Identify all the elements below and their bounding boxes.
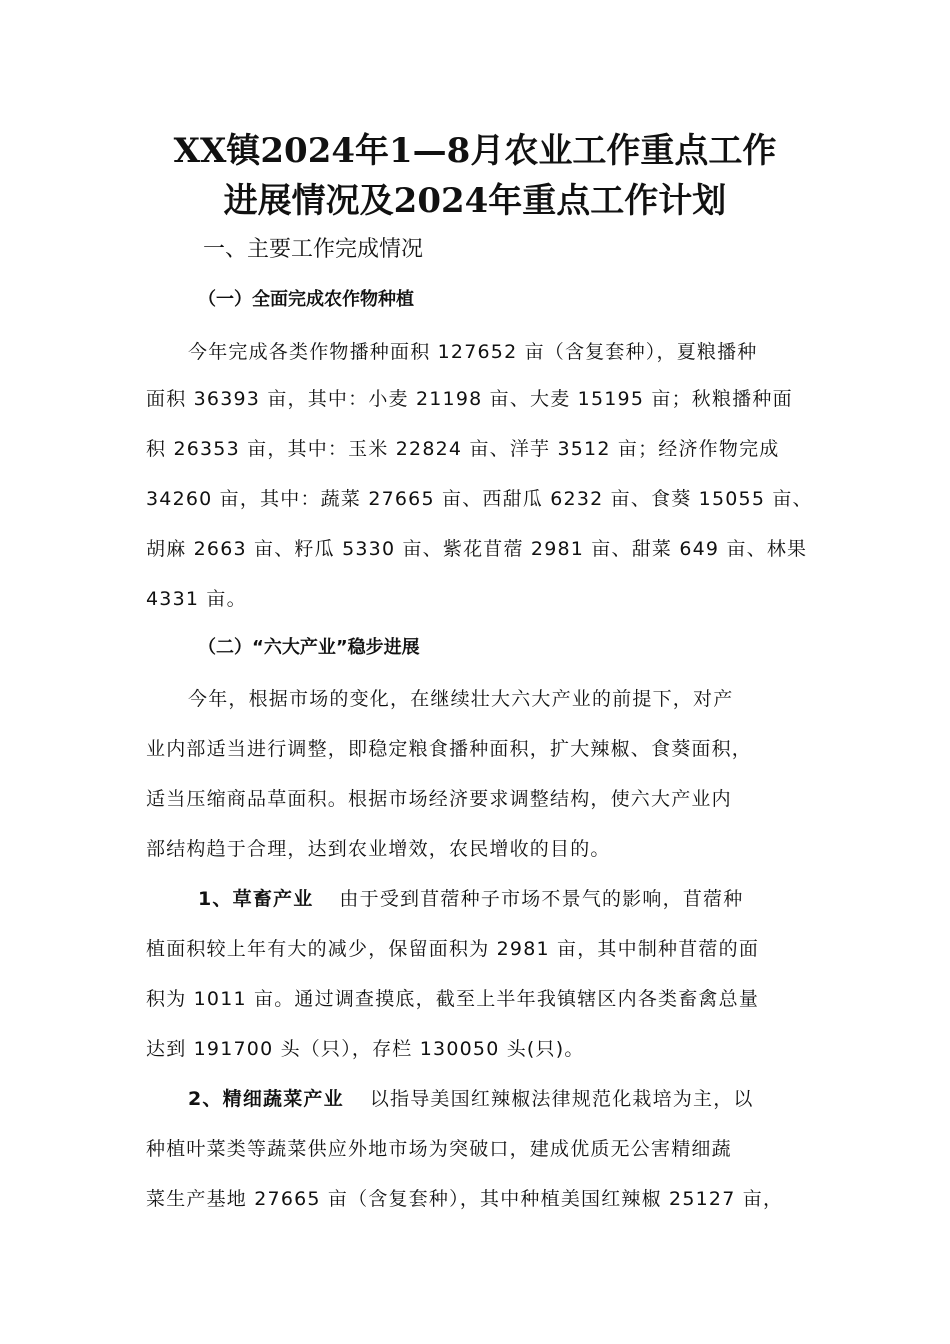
- item-label: 2、精细蔬菜产业: [188, 1088, 344, 1110]
- subsection-heading-six-industries: （二）“六大产业”稳步进展: [198, 637, 420, 658]
- paragraph-line: 今年，根据市场的变化，在继续壮大六大产业的前提下，对产: [188, 688, 734, 710]
- subsection-heading-crop-planting: （一）全面完成农作物种植: [198, 289, 414, 310]
- paragraph-line: 积 26353 亩，其中：玉米 22824 亩、洋芋 3512 亩；经济作物完成: [146, 438, 780, 460]
- item-text: 由于受到苜蓿种子市场不景气的影响，苜蓿种: [339, 888, 744, 910]
- paragraph-line: 种植叶菜类等蔬菜供应外地市场为突破口，建成优质无公害精细蔬: [146, 1138, 732, 1160]
- item-text: 以指导美国红辣椒法律规范化栽培为主，以: [369, 1088, 754, 1110]
- paragraph-line: 34260 亩，其中：蔬菜 27665 亩、西甜瓜 6232 亩、食葵 15055 亩、: [146, 488, 813, 510]
- paragraph-line: 适当压缩商品草面积。根据市场经济要求调整结构，使六大产业内: [146, 788, 732, 810]
- document-title-line-2: 进展情况及2024年重点工作计划: [223, 181, 727, 221]
- paragraph-line: 积为 1011 亩。通过调查摸底，截至上半年我镇辖区内各类畜禽总量: [146, 988, 760, 1010]
- paragraph-line: 今年完成各类作物播种面积 127652 亩（含复套种），夏粮播种: [188, 341, 758, 363]
- paragraph-line: 植面积较上年有大的减少，保留面积为 2981 亩，其中制种苜蓿的面: [146, 938, 760, 960]
- item-label: 1、草畜产业: [198, 888, 314, 910]
- document-title-line-1: XX镇2024年1—8月农业工作重点工作: [173, 131, 777, 171]
- item-vegetable: [188, 1084, 754, 1114]
- paragraph-line: 胡麻 2663 亩、籽瓜 5330 亩、紫花苜蓿 2981 亩、甜菜 649 亩、林果: [146, 538, 808, 560]
- item-grass-livestock: [198, 884, 743, 914]
- paragraph-line: 面积 36393 亩，其中：小麦 21198 亩、大麦 15195 亩；秋粮播种面: [146, 388, 793, 410]
- paragraph-line: 4331 亩。: [146, 588, 247, 610]
- paragraph-line: 达到 191700 头（只），存栏 130050 头(只)。: [146, 1038, 585, 1060]
- paragraph-line: 菜生产基地 27665 亩（含复套种），其中种植美国红辣椒 25127 亩，: [146, 1188, 784, 1210]
- paragraph-line: 部结构趋于合理，达到农业增效，农民增收的目的。: [146, 838, 611, 860]
- paragraph-line: 业内部适当进行调整，即稳定粮食播种面积，扩大辣椒、食葵面积，: [146, 738, 753, 760]
- section-heading-main-work: 一、主要工作完成情况: [203, 237, 424, 262]
